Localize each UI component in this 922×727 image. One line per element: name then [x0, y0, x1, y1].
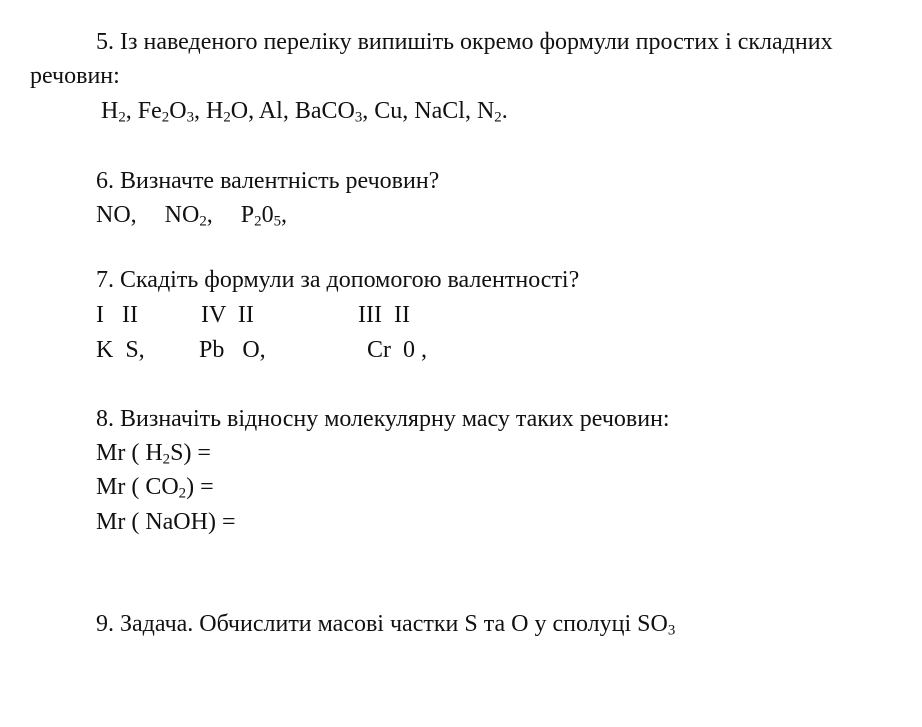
q5-formulas: $H_2$, $Fe_2O_3$, $H_2O$, Al, BaCO$_3$, Cu, NaCl, $N_2$.: [101, 98, 508, 126]
q9-task: 9. Задача. Обчислити масові частки S та O у сполуці $SO_3$: [96, 611, 676, 639]
q7-valence-3: III II: [358, 302, 410, 328]
q7-element-1: K S,: [96, 337, 145, 363]
q5-line2: речовин:: [30, 63, 120, 89]
q7-valence-1: I II: [96, 302, 138, 328]
q7-element-2: Pb O,: [199, 337, 266, 363]
q6-formula-no2: $NO_2$,: [164, 202, 213, 230]
q6-formula-no: NO,: [96, 202, 137, 228]
q7-title: 7. Скадіть формули за допомогою валентності?: [96, 267, 580, 293]
q8-mr-naoh: Mr ( NaOH) =: [96, 509, 236, 535]
q7-valence-2: IV II: [201, 302, 254, 328]
q8-mr-co2: Mr ( $CO_2$) =: [96, 474, 214, 502]
q6-formula-p2o5: $P_20_5$,: [240, 202, 288, 230]
q5-line1: 5. Із наведеного переліку випишіть окремо формули простих і складних: [96, 29, 833, 55]
q6-title: 6. Визначте валентність речовин?: [96, 168, 440, 194]
q6-formulas: [96, 201, 287, 229]
q7-element-3: Cr 0 ,: [367, 337, 427, 363]
q8-title: 8. Визначіть відносну молекулярну масу таких речовин:: [96, 406, 670, 432]
q8-mr-h2s: Mr ( $H_2S$) =: [96, 440, 211, 468]
